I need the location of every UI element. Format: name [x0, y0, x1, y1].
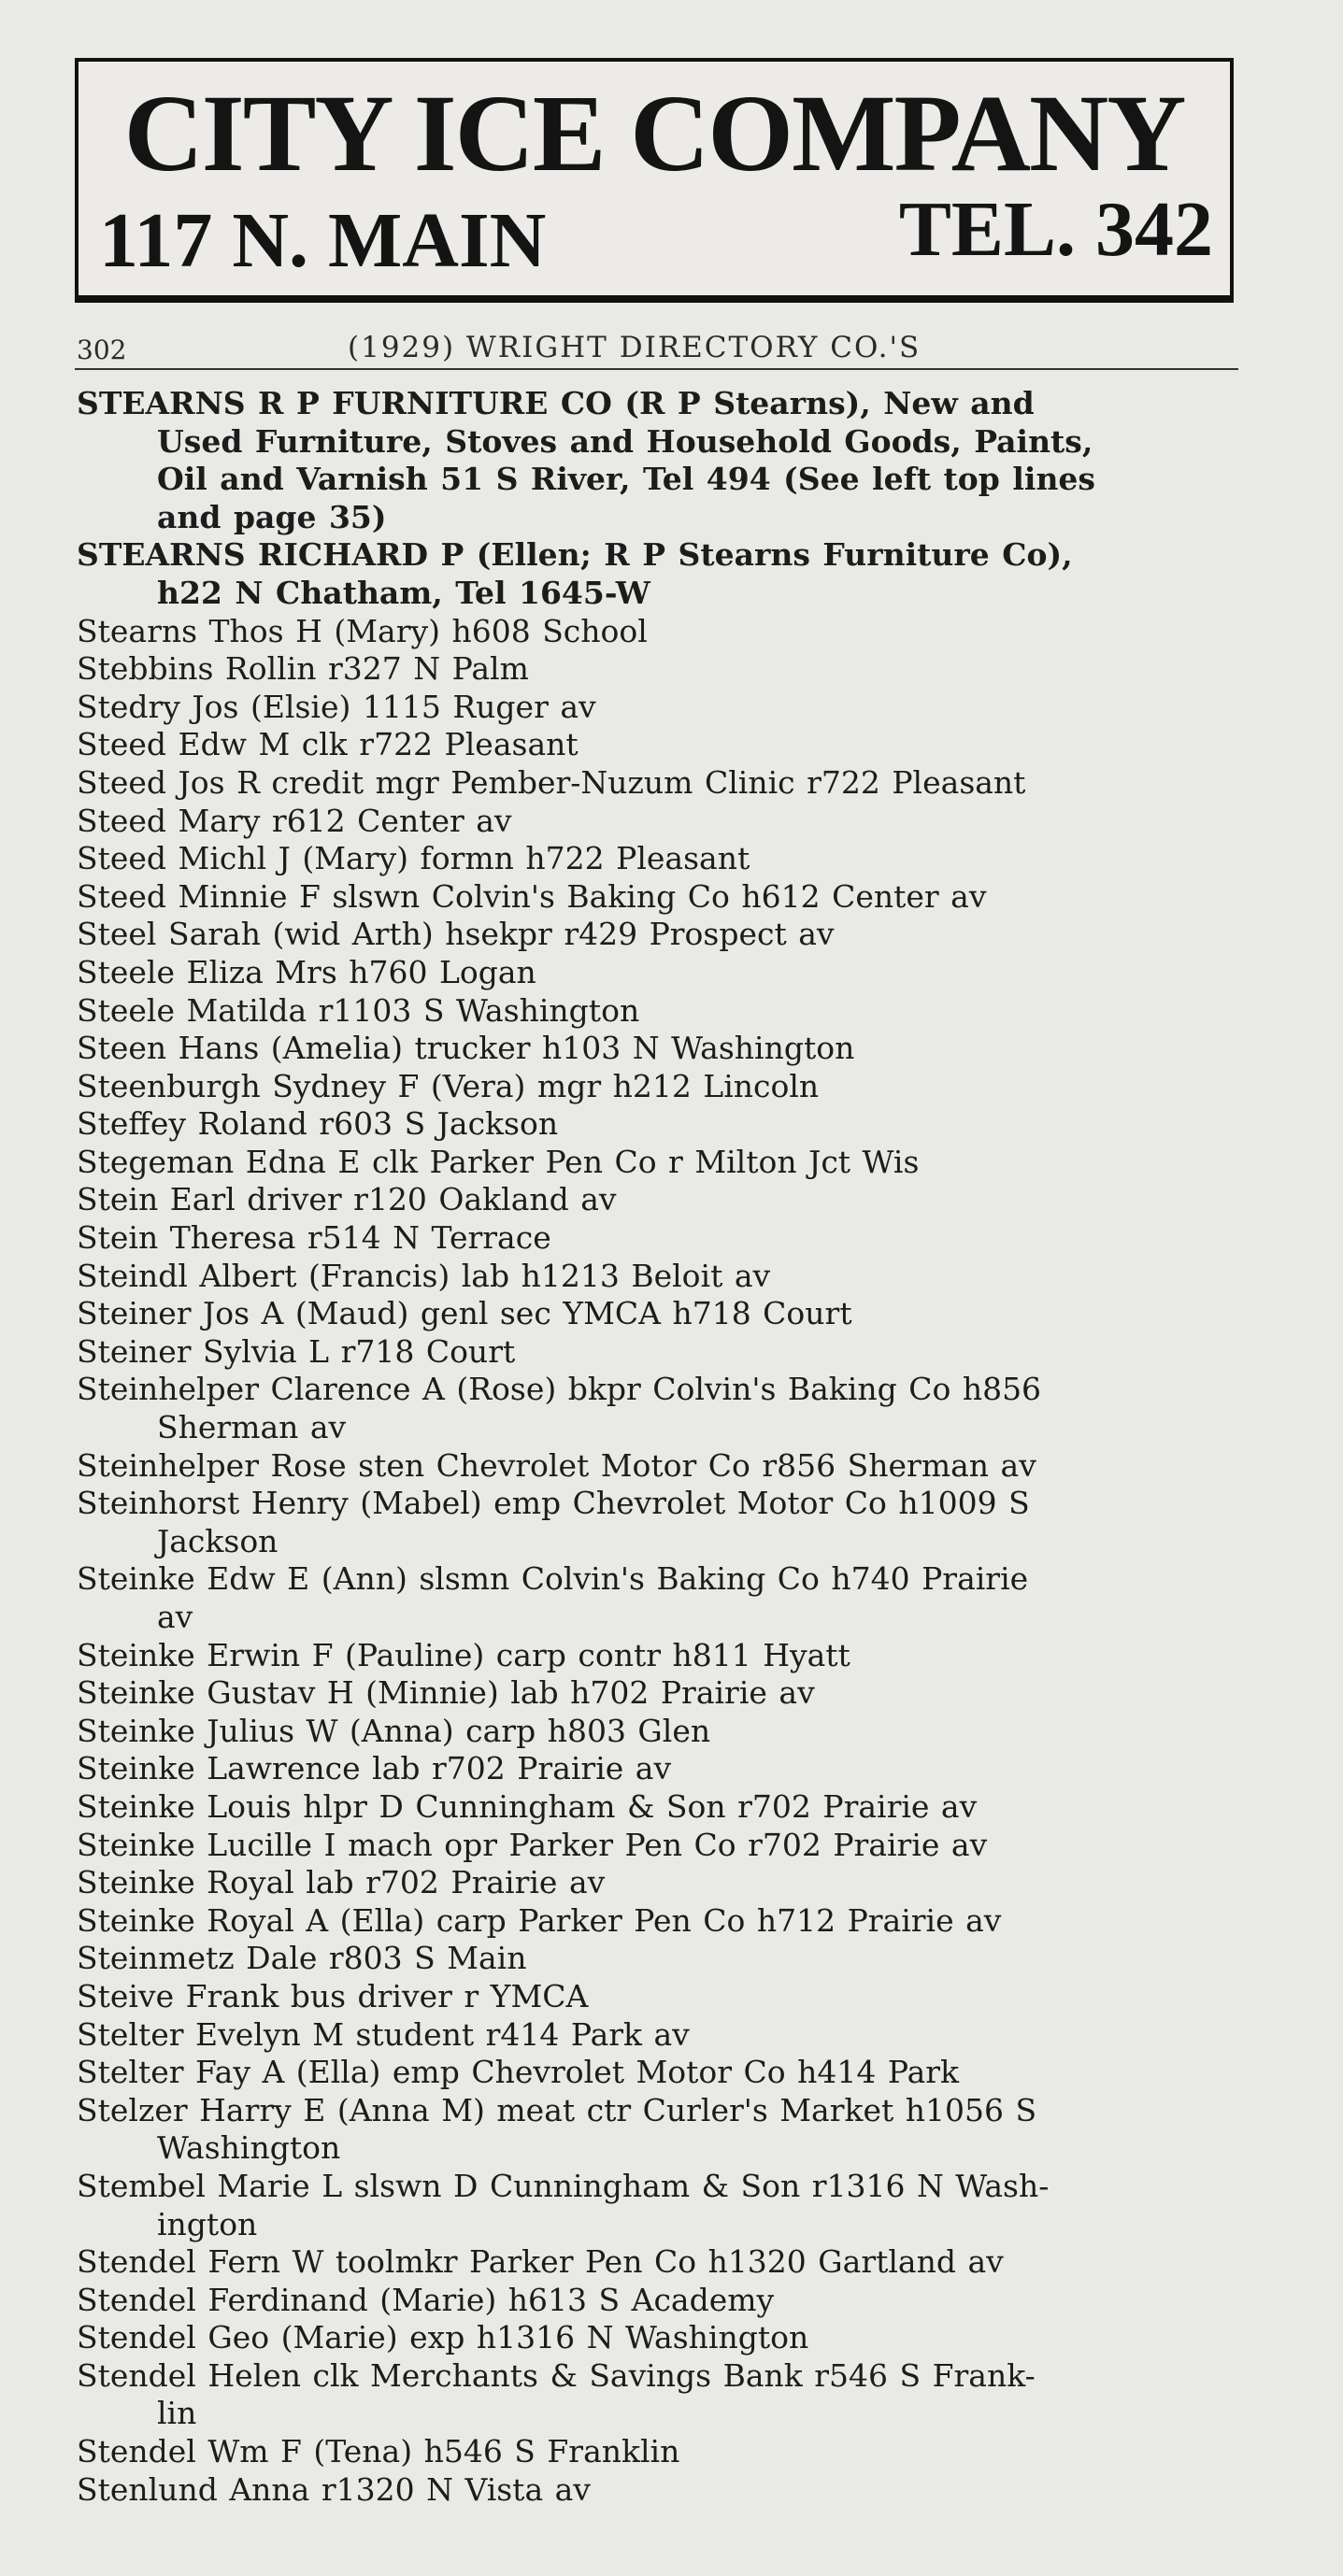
directory-entry	[77, 1940, 1245, 1978]
entry-line: Steinhelper Clarence A (Rose) bkpr Colvin's Baking Co h856	[77, 1371, 1042, 1408]
directory-entry	[77, 1371, 1245, 1446]
directory-entry	[77, 1750, 1245, 1788]
directory-entry	[77, 1219, 1245, 1258]
entry-line: Stembel Marie L slswn D Cunningham & Son r1316 N Wash-	[77, 2167, 1050, 2204]
entry-line: Steinke Gustav H (Minnie) lab h702 Prairie av	[77, 1674, 815, 1712]
entry-line: Steinmetz Dale r803 S Main	[77, 1940, 527, 1977]
directory-entry	[77, 2319, 1245, 2357]
entry-continuation-line: Sherman av	[157, 1409, 347, 1446]
entry-line: Steiner Jos A (Maud) genl sec YMCA h718 Court	[77, 1295, 852, 1332]
directory-entry	[77, 2282, 1245, 2320]
directory-entry	[77, 916, 1245, 954]
directory-entry	[77, 2357, 1245, 2433]
directory-entry	[77, 613, 1245, 651]
directory-entry	[77, 650, 1245, 689]
ad-address: 117 N. MAIN	[99, 197, 547, 284]
directory-entry	[77, 1447, 1245, 1486]
directory-entry	[77, 2243, 1245, 2282]
entry-continuation-line: Oil and Varnish 51 S River, Tel 494 (See left top lines	[157, 461, 1096, 498]
entry-line: STEARNS R P FURNITURE CO (R P Stearns), New and	[77, 385, 1035, 421]
header-title: (1929) WRIGHT DIRECTORY CO.'S	[348, 331, 922, 364]
entry-line: Steed Edw M clk r722 Pleasant	[77, 726, 579, 763]
entry-line: Steinhelper Rose sten Chevrolet Motor Co r856 Sherman av	[77, 1446, 1036, 1484]
directory-entry	[77, 878, 1245, 917]
entry-continuation-line: av	[157, 1599, 193, 1635]
directory-entry	[77, 764, 1245, 803]
entry-line: Stendel Fern W toolmkr Parker Pen Co h1320 Gartland av	[77, 2243, 1004, 2281]
directory-listings	[77, 385, 1245, 2509]
page-number: 302	[77, 334, 127, 365]
directory-entry	[77, 385, 1245, 536]
ad-phone: TEL. 342	[898, 186, 1213, 273]
entry-line: Stelzer Harry E (Anna M) meat ctr Curler's Market h1056 S	[77, 2091, 1037, 2128]
directory-entry	[77, 1105, 1245, 1144]
entry-line: Steele Matilda r1103 S Washington	[77, 991, 640, 1029]
entry-line: Stedry Jos (Elsie) 1115 Ruger av	[77, 688, 596, 725]
directory-entry	[77, 1181, 1245, 1219]
running-header	[75, 327, 1238, 370]
entry-line: Steinke Royal lab r702 Prairie av	[77, 1864, 606, 1901]
directory-entry	[77, 840, 1245, 878]
directory-entry	[77, 1030, 1245, 1068]
directory-entry	[77, 803, 1245, 841]
entry-continuation-line: Jackson	[157, 1522, 279, 1559]
directory-entry	[77, 1864, 1245, 1902]
entry-line: Stendel Ferdinand (Marie) h613 S Academy	[77, 2281, 775, 2318]
entry-line: Stenlund Anna r1320 N Vista av	[77, 2470, 591, 2508]
entry-line: Steed Michl J (Mary) formn h722 Pleasant	[77, 840, 750, 877]
directory-entry	[77, 2092, 1245, 2168]
directory-entry	[77, 2016, 1245, 2055]
entry-line: Steiner Sylvia L r718 Court	[77, 1332, 516, 1370]
directory-entry	[77, 1258, 1245, 1296]
directory-entry	[77, 1978, 1245, 2016]
entry-line: Steele Eliza Mrs h760 Logan	[77, 953, 536, 990]
directory-entry	[77, 1788, 1245, 1827]
directory-entry	[77, 689, 1245, 727]
entry-line: Stendel Geo (Marie) exp h1316 N Washington	[77, 2319, 809, 2356]
entry-line: Steed Jos R credit mgr Pember-Nuzum Clinic r722 Pleasant	[77, 763, 1026, 801]
directory-entry	[77, 2054, 1245, 2092]
directory-entry	[77, 2433, 1245, 2471]
directory-entry	[77, 1674, 1245, 1713]
directory-entry	[77, 954, 1245, 992]
entry-line: Steen Hans (Amelia) trucker h103 N Washington	[77, 1030, 855, 1067]
entry-line: Stelter Fay A (Ella) emp Chevrolet Motor Co h414 Park	[77, 2054, 960, 2091]
directory-entry	[77, 1333, 1245, 1372]
entry-line: Steinke Julius W (Anna) carp h803 Glen	[77, 1712, 711, 1749]
entry-line: Steinke Lucille I mach opr Parker Pen Co r702 Prairie av	[77, 1826, 988, 1863]
entry-line: Steinke Edw E (Ann) slsmn Colvin's Baking Co h740 Prairie	[77, 1560, 1029, 1598]
entry-line: Steindl Albert (Francis) lab h1213 Beloit av	[77, 1257, 771, 1294]
entry-line: Steed Minnie F slswn Colvin's Baking Co h612 Center av	[77, 877, 987, 915]
entry-line: Stein Earl driver r120 Oakland av	[77, 1181, 617, 1218]
entry-continuation-line: Washington	[157, 2129, 341, 2167]
entry-line: Steinke Erwin F (Pauline) carp contr h811 Hyatt	[77, 1636, 850, 1673]
entry-line: Steel Sarah (wid Arth) hsekpr r429 Prospect av	[77, 916, 835, 953]
entry-line: Steenburgh Sydney F (Vera) mgr h212 Lincoln	[77, 1067, 820, 1104]
entry-line: STEARNS RICHARD P (Ellen; R P Stearns Furniture Co),	[77, 536, 1073, 574]
directory-entry	[77, 1827, 1245, 1865]
entry-line: Steive Frank bus driver r YMCA	[77, 1977, 589, 2014]
entry-continuation-line: h22 N Chatham, Tel 1645-W	[157, 574, 650, 611]
entry-line: Stearns Thos H (Mary) h608 School	[77, 612, 648, 649]
entry-line: Steffey Roland r603 S Jackson	[77, 1105, 559, 1143]
directory-entry	[77, 1485, 1245, 1560]
entry-line: Steinke Louis hlpr D Cunningham & Son r702 Prairie av	[77, 1787, 978, 1825]
entry-line: Stelter Evelyn M student r414 Park av	[77, 2015, 690, 2053]
entry-line: Steinke Royal A (Ella) carp Parker Pen Co h712 Prairie av	[77, 1901, 1002, 1939]
entry-line: Stein Theresa r514 N Terrace	[77, 1219, 551, 1257]
entry-continuation-line: Used Furniture, Stoves and Household Goods, Paints,	[157, 422, 1093, 460]
entry-continuation-line: and page 35)	[157, 498, 387, 535]
entry-continuation-line: ington	[157, 2205, 258, 2242]
directory-entry	[77, 2471, 1245, 2510]
entry-line: Stendel Helen clk Merchants & Savings Bank r546 S Frank-	[77, 2356, 1036, 2394]
directory-entry	[77, 1295, 1245, 1333]
directory-entry	[77, 1144, 1245, 1182]
entry-continuation-line: lin	[157, 2395, 197, 2432]
ad-company-name: CITY ICE COMPANY	[123, 72, 1185, 194]
advertisement-box	[75, 58, 1234, 303]
directory-entry	[77, 2168, 1245, 2243]
directory-entry	[77, 992, 1245, 1031]
entry-line: Stendel Wm F (Tena) h546 S Franklin	[77, 2433, 680, 2470]
directory-entry	[77, 1560, 1245, 1636]
directory-entry	[77, 726, 1245, 764]
entry-line: Steinke Lawrence lab r702 Prairie av	[77, 1750, 672, 1787]
directory-entry	[77, 536, 1245, 612]
directory-entry	[77, 1902, 1245, 1941]
entry-line: Steed Mary r612 Center av	[77, 802, 512, 839]
directory-entry	[77, 1713, 1245, 1751]
entry-line: Stegeman Edna E clk Parker Pen Co r Milton Jct Wis	[77, 1143, 920, 1180]
directory-entry	[77, 1068, 1245, 1106]
directory-entry	[77, 1637, 1245, 1675]
entry-line: Steinhorst Henry (Mabel) emp Chevrolet Motor Co h1009 S	[77, 1485, 1030, 1522]
entry-line: Stebbins Rollin r327 N Palm	[77, 650, 529, 688]
